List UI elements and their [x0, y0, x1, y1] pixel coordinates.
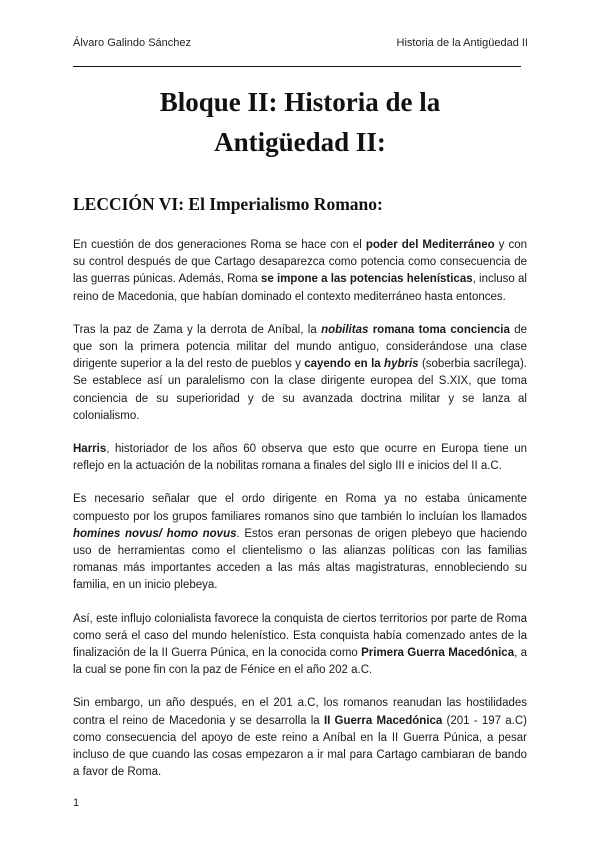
- p2-text-1: Tras la paz de Zama y la derrota de Aníbal, la: [73, 323, 322, 336]
- p2-bold-italic-2: hybris: [384, 358, 419, 371]
- p3-text-1: , historiador de los años 60 observa que esto que ocurre en Europa tiene un reflejo en la actuación de la nobilitas romana a finales del siglo III e inicios del II a.C.: [73, 443, 527, 473]
- p6-bold-1: II Guerra Macedónica: [323, 714, 443, 727]
- p2-bold-1: romana toma conciencia: [368, 323, 510, 336]
- paragraph-4: [73, 491, 527, 594]
- p2-bold-2: cayendo en la: [304, 358, 385, 371]
- p1-bold-1: poder del Mediterráneo: [365, 239, 495, 251]
- paragraph-3: [73, 441, 527, 475]
- p6-text-1: Sin embargo, un año después, en el 201 a.C, los romanos reanudan las hostilidades contra el reino de Macedonia y se desarrolla la: [73, 697, 527, 727]
- p4-bold-italic-1: homines novus/ homo novus: [73, 527, 237, 540]
- page-number: 1: [73, 797, 80, 809]
- document-body: [73, 237, 527, 797]
- title-line-2: Antigüedad II:: [214, 127, 386, 157]
- lesson-heading: LECCIÓN VI: El Imperialismo Romano:: [73, 194, 383, 214]
- p4-text-1: Es necesario señalar que el ordo dirigente en Roma ya no estaba únicamente compuesto por los grupos familiares romanos sino que también lo incluían los llamados: [73, 493, 527, 523]
- p1-text-2: y con su control después de que Cartago desaparezca como potencia como consecuencia de las guerras púnicas. Además, Roma: [73, 239, 527, 286]
- p1-bold-2: se impone a las potencias helenísticas: [261, 273, 473, 286]
- p1-text-3: , incluso al reino de Macedonia, que habían dominado el contexto mediterráneo hasta entonces.: [73, 273, 527, 303]
- p2-text-2: de que son la primera potencia militar del mundo antiguo, considerándose una clase dirigente superior a la del resto de pueblos y: [73, 323, 527, 371]
- page-header: [73, 37, 528, 53]
- p6-text-2: (201 - 197 a.C) como consecuencia del apoyo de este reino a Aníbal en la II Guerra Púnica, a pesar incluso de que cuando las cosas empezaron a ir mal para Cartago cambiaran de bando a favor de Roma.: [73, 714, 527, 779]
- header-author: Álvaro Galindo Sánchez: [73, 37, 192, 49]
- p2-bold-italic-1: nobilitas: [321, 323, 369, 336]
- header-course: Historia de la Antigüedad II: [396, 37, 528, 49]
- p1-text-1: En cuestión de dos generaciones Roma se hace con el: [73, 239, 366, 251]
- p4-text-2: . Estos eran personas de origen plebeyo que haciendo uso de herramientas como el clientelismo o las alianzas políticas con las familias romanas más importantes acceden a las más altas magistraturas, ennobleciendo su familia, en un inicio plebeya.: [73, 527, 527, 592]
- p5-text-2: , a la cual se pone fin con la paz de Fénice en el año 202 a.C.: [73, 647, 527, 677]
- paragraph-6: [73, 695, 527, 781]
- document-title: [60, 82, 540, 162]
- paragraph-2: [73, 322, 527, 425]
- paragraph-5: [73, 611, 527, 680]
- p2-text-3: (soberbia sacrílega). Se establece así un paralelismo con la clase dirigente europea del S.XIX, que toma conciencia de su superioridad y de su avanzada doctrina militar y se lanza al colonialismo.: [73, 358, 527, 422]
- p5-bold-1: Primera Guerra Macedónica: [361, 647, 515, 660]
- paragraph-1: [73, 237, 527, 306]
- p3-bold-1: Harris: [73, 443, 107, 456]
- title-line-1: Bloque II: Historia de la: [159, 87, 441, 117]
- header-divider: [73, 66, 521, 67]
- p5-text-1: Así, este influjo colonialista favorece la conquista de ciertos territorios por parte de Roma como será el caso del mundo helenístico. Esta conquista había comenzado antes de la finalización de la II Guerra Púnica, en la conocida como: [73, 612, 527, 660]
